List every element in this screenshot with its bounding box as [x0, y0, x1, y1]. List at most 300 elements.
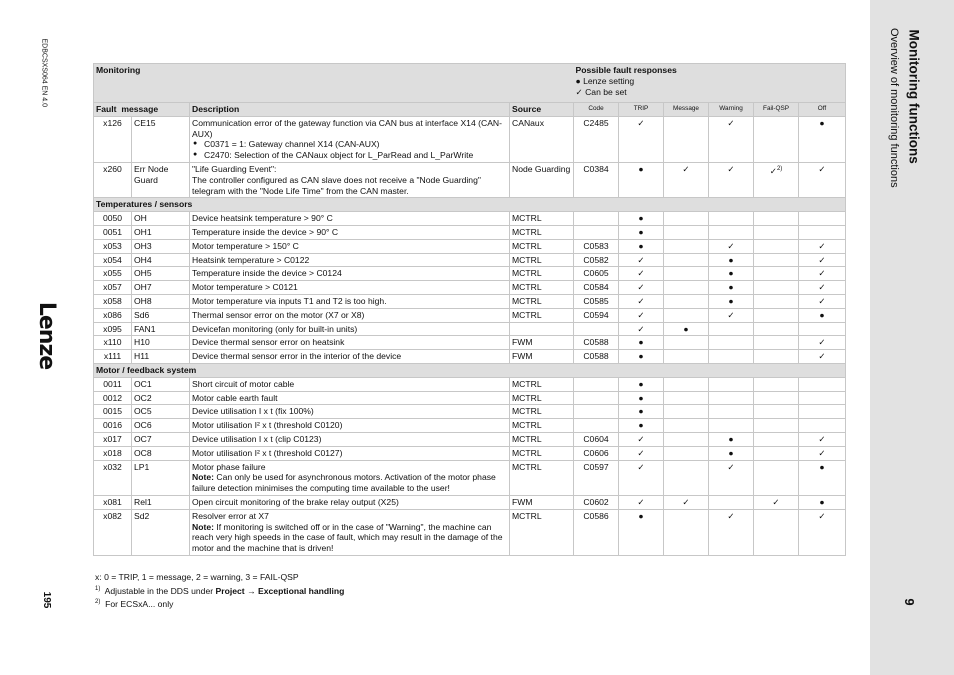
trip-response: [619, 162, 664, 197]
description-cell: [190, 294, 510, 308]
document-id: EDBCSXS064 EN 4.0: [40, 38, 48, 107]
trip-mark: ●: [638, 163, 644, 174]
description-cell: [190, 405, 510, 419]
code: C0585: [574, 294, 619, 308]
table-header-columns: [94, 103, 846, 117]
code: C0583: [574, 239, 619, 253]
off-response: [799, 322, 846, 336]
trip-response: [619, 336, 664, 350]
failqsp-response: [754, 116, 799, 162]
trip-mark: ●: [638, 406, 644, 417]
failqsp-response: [754, 212, 799, 226]
fault-message-header: Fault message: [94, 103, 190, 117]
source: MCTRL: [510, 225, 574, 239]
warning-response: [709, 509, 754, 555]
code: [574, 322, 619, 336]
table-row: [94, 239, 846, 253]
code: [574, 225, 619, 239]
failqsp-mark: ✓: [769, 165, 777, 176]
off-response: [799, 267, 846, 281]
footnote-1: $^{1)}$ Adjustable in the DDS under Project → Exceptional handling: [95, 585, 345, 596]
warning-mark: ✓: [727, 117, 735, 128]
failqsp-response: [754, 391, 799, 405]
off-response: [799, 509, 846, 555]
fault-message: Sd6: [132, 308, 190, 322]
fault-code: x017: [94, 432, 132, 446]
message-response: [664, 294, 709, 308]
failqsp-response: [754, 162, 799, 197]
fault-message: OC8: [132, 446, 190, 460]
source-header: Source: [510, 103, 574, 117]
note: [192, 522, 507, 554]
warning-mark: ✓: [727, 309, 735, 320]
description-text: Motor utilisation I² x t (threshold C0120): [192, 420, 343, 431]
warning-response: [709, 308, 754, 322]
table-row: [94, 377, 846, 391]
fault-code: x058: [94, 294, 132, 308]
table-row: [94, 509, 846, 555]
description-text: Communication error of the gateway function via CAN bus at interface X14 (CAN-AUX): [192, 117, 502, 139]
warning-response: [709, 446, 754, 460]
fault-message: OC2: [132, 391, 190, 405]
section-row: [94, 198, 846, 212]
trip-mark: ✓: [637, 433, 645, 444]
description-bullet: ● C0371 = 1: Gateway channel X14 (CAN-AUX): [192, 139, 507, 150]
description-text: Device utilisation I x t (clip C0123): [192, 433, 322, 444]
off-response: [799, 281, 846, 295]
description-text: Device thermal sensor error on heatsink: [192, 337, 345, 348]
fault-code: x081: [94, 495, 132, 509]
trip-response: [619, 460, 664, 495]
table-row: [94, 446, 846, 460]
description-cell: [190, 446, 510, 460]
fault-message: CE15: [132, 116, 190, 162]
description-text: Devicefan monitoring (only for built-in units): [192, 323, 358, 334]
code: C2485: [574, 116, 619, 162]
off-response: [799, 294, 846, 308]
failqsp-header: Fail-QSP: [754, 103, 799, 117]
failqsp-response: [754, 336, 799, 350]
off-mark: ●: [819, 461, 825, 472]
failqsp-response: [754, 419, 799, 433]
warning-response: [709, 267, 754, 281]
description-text: Device thermal sensor error in the interior of the device: [192, 351, 402, 362]
off-mark: ✓: [818, 447, 826, 458]
failqsp-response: [754, 509, 799, 555]
off-response: [799, 350, 846, 364]
table-row: [94, 322, 846, 336]
warning-mark: ✓: [727, 461, 735, 472]
message-response: [664, 116, 709, 162]
failqsp-response: [754, 350, 799, 364]
source: MCTRL: [510, 294, 574, 308]
off-response: [799, 116, 846, 162]
fault-code: x018: [94, 446, 132, 460]
description-text: Short circuit of motor cable: [192, 378, 295, 389]
off-header: Off: [799, 103, 846, 117]
warning-mark: ●: [728, 295, 734, 306]
description-text: Temperature inside the device > C0124: [192, 268, 342, 279]
failqsp-response: [754, 239, 799, 253]
off-response: [799, 377, 846, 391]
footnote-ref: 2): [776, 165, 783, 172]
source: MCTRL: [510, 253, 574, 267]
warning-response: [709, 294, 754, 308]
trip-mark: ✓: [637, 461, 645, 472]
off-mark: ✓: [818, 268, 826, 279]
off-response: [799, 239, 846, 253]
warning-response: [709, 405, 754, 419]
description-cell: [190, 460, 510, 495]
code: C0594: [574, 308, 619, 322]
description-text: Motor temperature > C0121: [192, 282, 298, 293]
fault-code: 0015: [94, 405, 132, 419]
off-mark: ✓: [818, 337, 826, 348]
chapter-title: Monitoring functions: [906, 29, 922, 164]
message-response: [664, 432, 709, 446]
fault-code: x054: [94, 253, 132, 267]
warning-mark: ●: [728, 282, 734, 293]
message-mark: ✓: [682, 496, 690, 507]
off-mark: ✓: [818, 163, 826, 174]
trip-response: [619, 294, 664, 308]
trip-response: [619, 116, 664, 162]
message-response: [664, 460, 709, 495]
off-mark: ✓: [818, 282, 826, 293]
table-row: [94, 225, 846, 239]
description-text: Thermal sensor error on the motor (X7 or X8): [192, 309, 365, 320]
code: [574, 419, 619, 433]
description-cell: [190, 225, 510, 239]
monitoring-label: Monitoring: [94, 64, 574, 103]
trip-mark: ✓: [637, 268, 645, 279]
fault-code: 0012: [94, 391, 132, 405]
trip-mark: ✓: [637, 295, 645, 306]
section-title: Motor / feedback system: [94, 363, 846, 377]
message-response: [664, 162, 709, 197]
failqsp-response: [754, 377, 799, 391]
code: C0588: [574, 350, 619, 364]
warning-mark: ●: [728, 254, 734, 265]
warning-response: [709, 377, 754, 391]
message-header: Message: [664, 103, 709, 117]
fault-code: x126: [94, 116, 132, 162]
fault-code: x095: [94, 322, 132, 336]
description-text: Resolver error at X7: [192, 510, 269, 521]
off-response: [799, 405, 846, 419]
trip-response: [619, 377, 664, 391]
description-text: Motor temperature via inputs T1 and T2 is too high.: [192, 295, 387, 306]
trip-mark: ✓: [637, 323, 645, 334]
legend-can-be-set: ✓ Can be set: [575, 86, 627, 97]
off-mark: ✓: [818, 240, 826, 251]
table-row: [94, 432, 846, 446]
warning-response: [709, 253, 754, 267]
off-response: [799, 212, 846, 226]
description-cell: [190, 253, 510, 267]
trip-response: [619, 225, 664, 239]
description-text: Temperature inside the device > 90° C: [192, 226, 339, 237]
description-text: Motor temperature > 150° C: [192, 240, 299, 251]
off-response: [799, 162, 846, 197]
code: C0606: [574, 446, 619, 460]
trip-response: [619, 432, 664, 446]
source: FWM: [510, 350, 574, 364]
failqsp-response: [754, 308, 799, 322]
fault-code: x032: [94, 460, 132, 495]
warning-mark: ●: [728, 268, 734, 279]
table-row: [94, 308, 846, 322]
off-response: [799, 308, 846, 322]
off-mark: ●: [819, 117, 825, 128]
trip-response: [619, 281, 664, 295]
description-text: Motor utilisation I² x t (threshold C0127): [192, 447, 343, 458]
description-cell: [190, 495, 510, 509]
trip-mark: ●: [638, 378, 644, 389]
description-cell: [190, 116, 510, 162]
trip-response: [619, 212, 664, 226]
source: MCTRL: [510, 391, 574, 405]
message-response: [664, 253, 709, 267]
code-header: Code: [574, 103, 619, 117]
fault-message: H10: [132, 336, 190, 350]
trip-mark: ●: [638, 392, 644, 403]
off-response: [799, 225, 846, 239]
note-text: Can only be used for asynchronous motors. Activation of the motor phase failure detection minimises the computing time available to the user!: [192, 472, 496, 494]
warning-mark: ●: [728, 447, 734, 458]
warning-response: [709, 495, 754, 509]
table-row: [94, 162, 846, 197]
off-response: [799, 253, 846, 267]
footnote-2: $^{2)}$ For ECSxA... only: [95, 598, 174, 609]
warning-response: [709, 281, 754, 295]
table-row: [94, 336, 846, 350]
code: C0588: [574, 336, 619, 350]
table-row: [94, 212, 846, 226]
trip-response: [619, 405, 664, 419]
fault-code: 0016: [94, 419, 132, 433]
description-cell: [190, 267, 510, 281]
page-number: 195: [41, 591, 52, 609]
table-row: [94, 253, 846, 267]
fault-code: x110: [94, 336, 132, 350]
warning-mark: ●: [728, 433, 734, 444]
warning-response: [709, 212, 754, 226]
message-response: [664, 509, 709, 555]
fault-code: 0051: [94, 225, 132, 239]
message-response: [664, 281, 709, 295]
warning-response: [709, 336, 754, 350]
fault-message: OH4: [132, 253, 190, 267]
table-body: [94, 116, 846, 555]
fault-code: x055: [94, 267, 132, 281]
message-response: [664, 212, 709, 226]
fault-message: Err Node Guard: [132, 162, 190, 197]
fault-code: 0011: [94, 377, 132, 391]
message-mark: ✓: [682, 163, 690, 174]
chapter-title-block: [888, 28, 922, 550]
trip-response: [619, 239, 664, 253]
description-text: Motor phase failure: [192, 461, 266, 472]
trip-response: [619, 509, 664, 555]
message-response: [664, 308, 709, 322]
fault-code: x086: [94, 308, 132, 322]
code: C0604: [574, 432, 619, 446]
fault-code: x053: [94, 239, 132, 253]
fault-message: Sd2: [132, 509, 190, 555]
trip-response: [619, 253, 664, 267]
warning-response: [709, 225, 754, 239]
source: MCTRL: [510, 405, 574, 419]
note-label: Note:: [192, 472, 214, 483]
failqsp-response: [754, 405, 799, 419]
warning-response: [709, 322, 754, 336]
fault-message: OC1: [132, 377, 190, 391]
table-header-top: [94, 64, 846, 103]
source: Node Guarding: [510, 162, 574, 197]
failqsp-response: [754, 495, 799, 509]
table-row: [94, 405, 846, 419]
description-text: Motor cable earth fault: [192, 392, 278, 403]
description-cell: [190, 212, 510, 226]
note-text: If monitoring is switched off or in the case of "Warning", the machine can reach very high speeds in the case of fault, which may result in the damage of the motor and the machine that is driven!: [192, 521, 503, 554]
warning-mark: ✓: [727, 510, 735, 521]
message-response: [664, 322, 709, 336]
source: [510, 322, 574, 336]
warning-header: Warning: [709, 103, 754, 117]
message-response: [664, 391, 709, 405]
code: [574, 405, 619, 419]
footnotes: [95, 572, 344, 610]
table-row: [94, 281, 846, 295]
off-mark: ●: [819, 496, 825, 507]
message-response: [664, 267, 709, 281]
fault-code: x082: [94, 509, 132, 555]
source: MCTRL: [510, 308, 574, 322]
warning-response: [709, 460, 754, 495]
source: MCTRL: [510, 509, 574, 555]
code: C0605: [574, 267, 619, 281]
description-detail: The controller configured as CAN slave does not receive a "Node Guarding" telegram with the "Node Life Time" from the CAN master.: [192, 174, 481, 196]
fault-message: OH8: [132, 294, 190, 308]
note: [192, 472, 507, 494]
off-response: [799, 391, 846, 405]
description-cell: [190, 336, 510, 350]
message-response: [664, 225, 709, 239]
fault-code: x057: [94, 281, 132, 295]
source: CANaux: [510, 116, 574, 162]
trip-response: [619, 495, 664, 509]
trip-mark: ✓: [637, 496, 645, 507]
message-response: [664, 239, 709, 253]
fault-code: x111: [94, 350, 132, 364]
source: MCTRL: [510, 419, 574, 433]
description-cell: [190, 377, 510, 391]
message-response: [664, 350, 709, 364]
off-mark: ✓: [818, 295, 826, 306]
source: MCTRL: [510, 446, 574, 460]
failqsp-response: [754, 432, 799, 446]
trip-mark: ●: [638, 240, 644, 251]
trip-header: TRIP: [619, 103, 664, 117]
trip-response: [619, 308, 664, 322]
failqsp-response: [754, 253, 799, 267]
off-mark: ✓: [818, 510, 826, 521]
section-title: Temperatures / sensors: [94, 198, 846, 212]
table-row: [94, 419, 846, 433]
description-text: Heatsink temperature > C0122: [192, 254, 310, 265]
message-response: [664, 405, 709, 419]
table-row: [94, 350, 846, 364]
fault-message: OH5: [132, 267, 190, 281]
table-row: [94, 460, 846, 495]
message-response: [664, 446, 709, 460]
table-row: [94, 267, 846, 281]
table-row: [94, 116, 846, 162]
trip-mark: ✓: [637, 447, 645, 458]
fault-message: LP1: [132, 460, 190, 495]
warning-mark: ✓: [727, 163, 735, 174]
trip-mark: ✓: [637, 117, 645, 128]
trip-mark: ●: [638, 351, 644, 362]
warning-mark: ✓: [727, 240, 735, 251]
fault-code: x260: [94, 162, 132, 197]
x-definition: x: 0 = TRIP, 1 = message, 2 = warning, 3 = FAIL-QSP: [95, 572, 299, 582]
code: C0586: [574, 509, 619, 555]
section-row: [94, 363, 846, 377]
off-mark: ✓: [818, 433, 826, 444]
responses-title: Possible fault responses: [575, 65, 677, 75]
description-cell: [190, 350, 510, 364]
failqsp-response: [754, 225, 799, 239]
source: MCTRL: [510, 377, 574, 391]
fault-code: 0050: [94, 212, 132, 226]
off-mark: ✓: [818, 254, 826, 265]
trip-response: [619, 267, 664, 281]
monitoring-table: [93, 63, 846, 556]
description-text: Device utilisation I x t (fix 100%): [192, 406, 314, 417]
failqsp-response: [754, 294, 799, 308]
failqsp-mark: ✓: [772, 496, 780, 507]
off-response: [799, 419, 846, 433]
description-text: Open circuit monitoring of the brake relay output (X25): [192, 496, 399, 507]
code: C0584: [574, 281, 619, 295]
trip-mark: ●: [638, 213, 644, 224]
table-row: [94, 294, 846, 308]
off-mark: ✓: [818, 351, 826, 362]
trip-response: [619, 446, 664, 460]
note-label: Note:: [192, 521, 214, 532]
description-cell: [190, 432, 510, 446]
message-response: [664, 336, 709, 350]
fault-message: FAN1: [132, 322, 190, 336]
code: C0384: [574, 162, 619, 197]
source: MCTRL: [510, 212, 574, 226]
message-response: [664, 419, 709, 433]
warning-response: [709, 116, 754, 162]
code: C0602: [574, 495, 619, 509]
fault-message: Rel1: [132, 495, 190, 509]
trip-response: [619, 391, 664, 405]
fault-message: OC7: [132, 432, 190, 446]
warning-response: [709, 432, 754, 446]
description-cell: [190, 419, 510, 433]
table-row: [94, 495, 846, 509]
fault-message: OH3: [132, 239, 190, 253]
warning-response: [709, 162, 754, 197]
off-response: [799, 495, 846, 509]
off-response: [799, 336, 846, 350]
